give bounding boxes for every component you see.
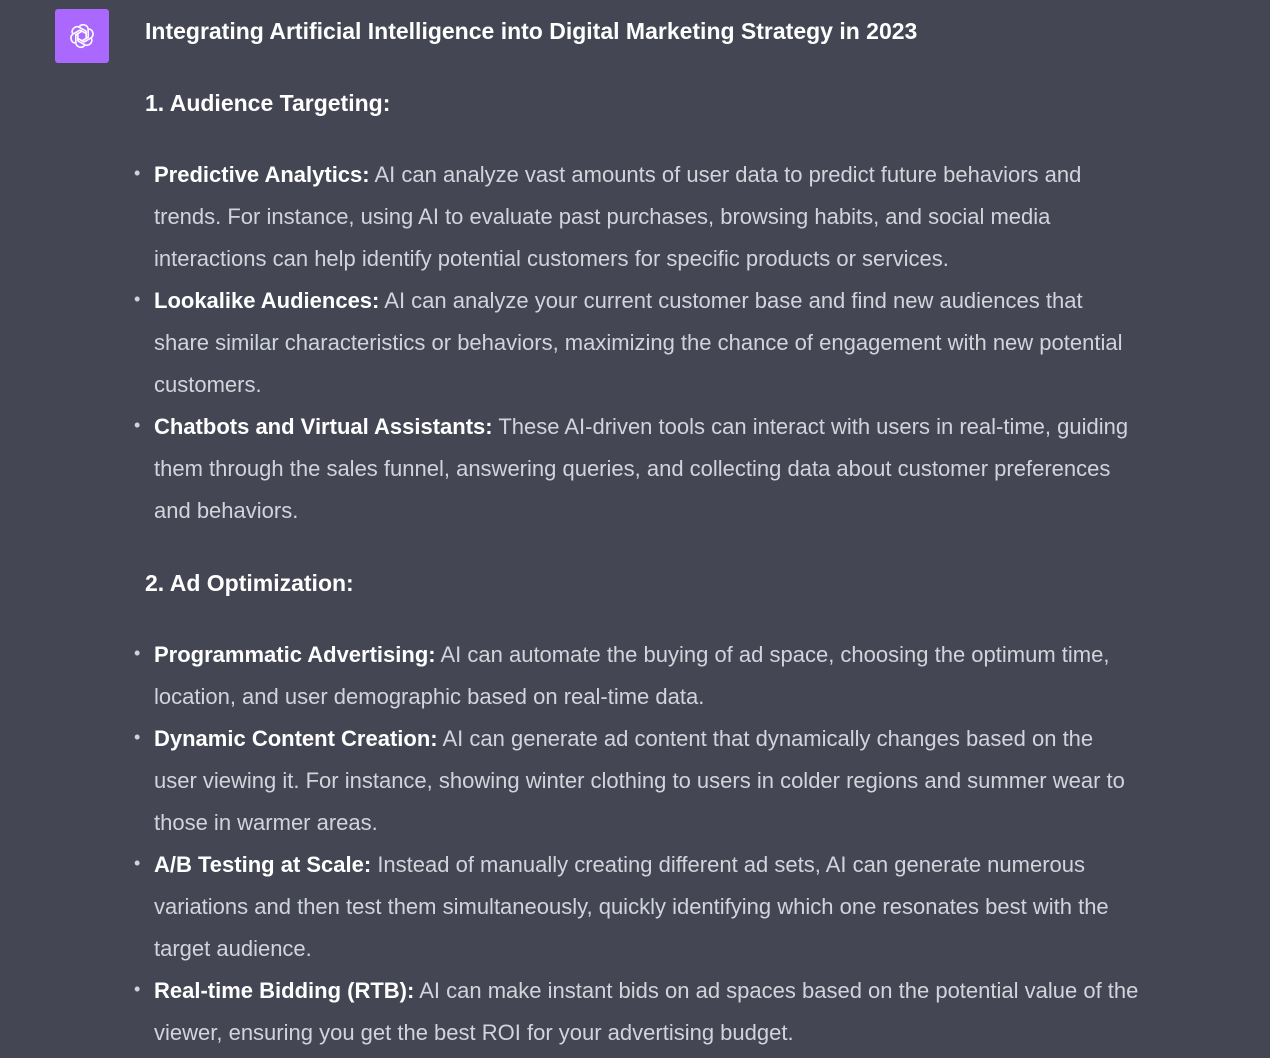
bullet-icon: • bbox=[134, 643, 141, 663]
list-item bbox=[134, 280, 1139, 406]
item-term: Real-time Bidding (RTB): bbox=[154, 978, 415, 1003]
item-text: AI can analyze vast amounts of user data to predict future behaviors and trends. For instance, using AI to evaluate past purchases, browsing habits, and social media interactions can help identify potential customers for specific products or services. bbox=[154, 162, 1082, 271]
message-title: Integrating Artificial Intelligence into Digital Marketing Strategy in 2023 bbox=[145, 18, 918, 44]
list-item bbox=[134, 718, 1139, 844]
list-item bbox=[134, 844, 1139, 970]
item-text: Instead of manually creating different ad sets, AI can generate numerous variations and then test them simultaneously, quickly identifying which one resonates best with the target audience. bbox=[154, 852, 1109, 961]
bullet-icon: • bbox=[134, 853, 141, 873]
item-text: AI can analyze your current customer base and find new audiences that share similar characteristics or behaviors, maximizing the chance of engagement with new potential customers. bbox=[154, 288, 1123, 397]
ad-optimization-list bbox=[134, 634, 1139, 1054]
item-term: Predictive Analytics: bbox=[154, 162, 370, 187]
item-term: A/B Testing at Scale: bbox=[154, 852, 372, 877]
list-item bbox=[134, 970, 1139, 1054]
openai-logo-icon bbox=[66, 20, 98, 52]
audience-targeting-list bbox=[134, 154, 1139, 532]
bullet-icon: • bbox=[134, 163, 141, 183]
item-text: AI can automate the buying of ad space, choosing the optimum time, location, and user demographic based on real-time data. bbox=[154, 642, 1110, 709]
item-text: AI can generate ad content that dynamically changes based on the user viewing it. For instance, showing winter clothing to users in colder regions and summer wear to those in warmer areas. bbox=[154, 726, 1125, 835]
list-item bbox=[134, 406, 1139, 532]
item-term: Lookalike Audiences: bbox=[154, 288, 380, 313]
item-text: These AI-driven tools can interact with users in real-time, guiding them through the sales funnel, answering queries, and collecting data about customer preferences and behaviors. bbox=[154, 414, 1129, 523]
item-term: Chatbots and Virtual Assistants: bbox=[154, 414, 493, 439]
section-heading-ad-optimization: 2. Ad Optimization: bbox=[145, 570, 354, 596]
list-item bbox=[134, 634, 1139, 718]
assistant-avatar bbox=[55, 9, 109, 63]
item-term: Programmatic Advertising: bbox=[154, 642, 436, 667]
bullet-icon: • bbox=[134, 727, 141, 747]
list-item bbox=[134, 154, 1139, 280]
item-text: AI can make instant bids on ad spaces based on the potential value of the viewer, ensuring you get the best ROI for your advertising budget. bbox=[154, 978, 1139, 1045]
bullet-icon: • bbox=[134, 415, 141, 435]
item-term: Dynamic Content Creation: bbox=[154, 726, 438, 751]
bullet-icon: • bbox=[134, 289, 141, 309]
bullet-icon: • bbox=[134, 979, 141, 999]
section-heading-audience-targeting: 1. Audience Targeting: bbox=[145, 90, 391, 116]
